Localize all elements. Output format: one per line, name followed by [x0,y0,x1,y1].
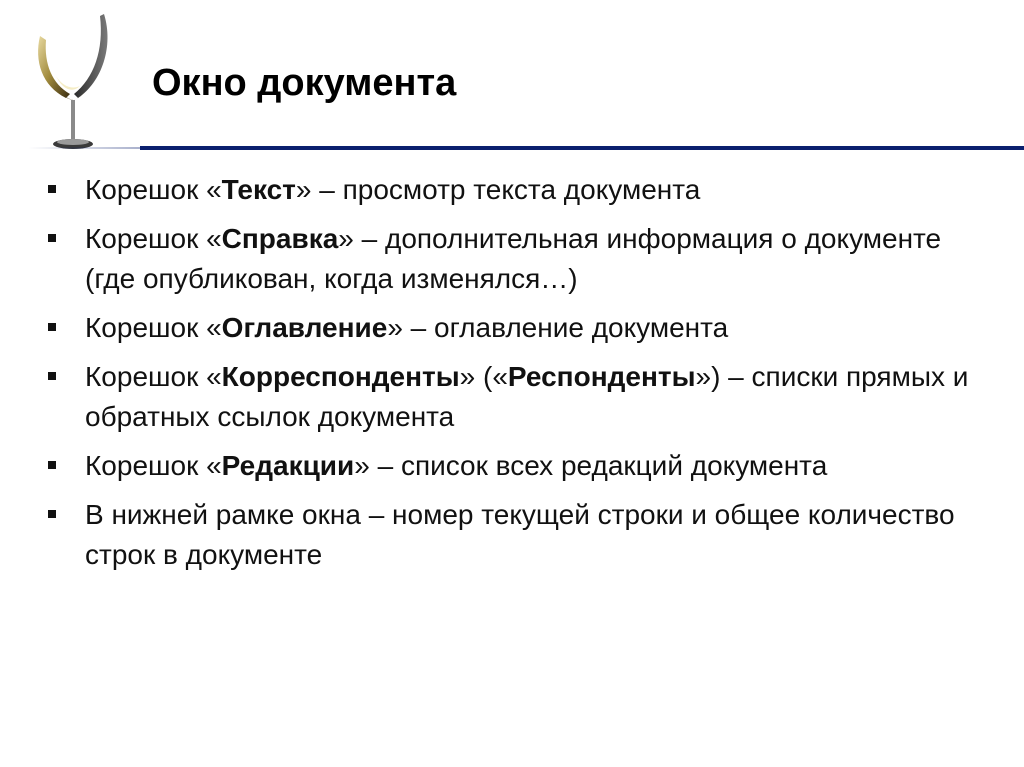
bullet-item-contents-tab [48,308,988,348]
title-underline [140,146,1024,150]
bullet-connector: » (« [459,361,508,392]
bullet-description: » – список всех редакций документа [354,450,828,481]
bullet-marker [48,510,56,518]
bullet-bold-term: Справка [221,223,339,254]
bullet-prefix: Корешок « [85,223,222,254]
bullet-prefix: Корешок « [85,450,222,481]
bullet-bold-term: Корреспонденты [221,361,460,392]
bullet-description: » – дополнительная информация о документе (где опубликован, когда изменялся…) [85,223,942,294]
bullet-prefix: Корешок « [85,361,222,392]
bullet-description: ») – списки прямых и обратных ссылок документа [85,361,969,432]
bullet-item-bottom-frame [48,495,988,575]
bullet-text: В нижней рамке окна – номер текущей строки и общее количество строк в документе [85,499,955,570]
bullet-bold-term: Оглавление [221,312,388,343]
page-title: Окно документа [152,62,457,104]
bullet-item-text-tab [48,170,988,210]
wine-glass-icon [22,6,132,156]
bullet-marker [48,323,56,331]
bullet-item-editions-tab [48,446,988,486]
bullet-bold-term: Текст [221,174,296,205]
bullet-description: » – просмотр текста документа [295,174,701,205]
bullet-marker [48,234,56,242]
bullet-prefix: Корешок « [85,312,222,343]
bullet-bold-term-secondary: Респонденты [507,361,696,392]
bullet-list [48,170,988,584]
bullet-marker [48,461,56,469]
bullet-item-correspondents-tab [48,357,988,437]
title-rule-fade [28,147,140,149]
bullet-item-reference-tab [48,219,988,299]
bullet-prefix: Корешок « [85,174,222,205]
bullet-marker [48,185,56,193]
bullet-bold-term: Редакции [221,450,355,481]
bullet-description: » – оглавление документа [387,312,729,343]
bullet-marker [48,372,56,380]
